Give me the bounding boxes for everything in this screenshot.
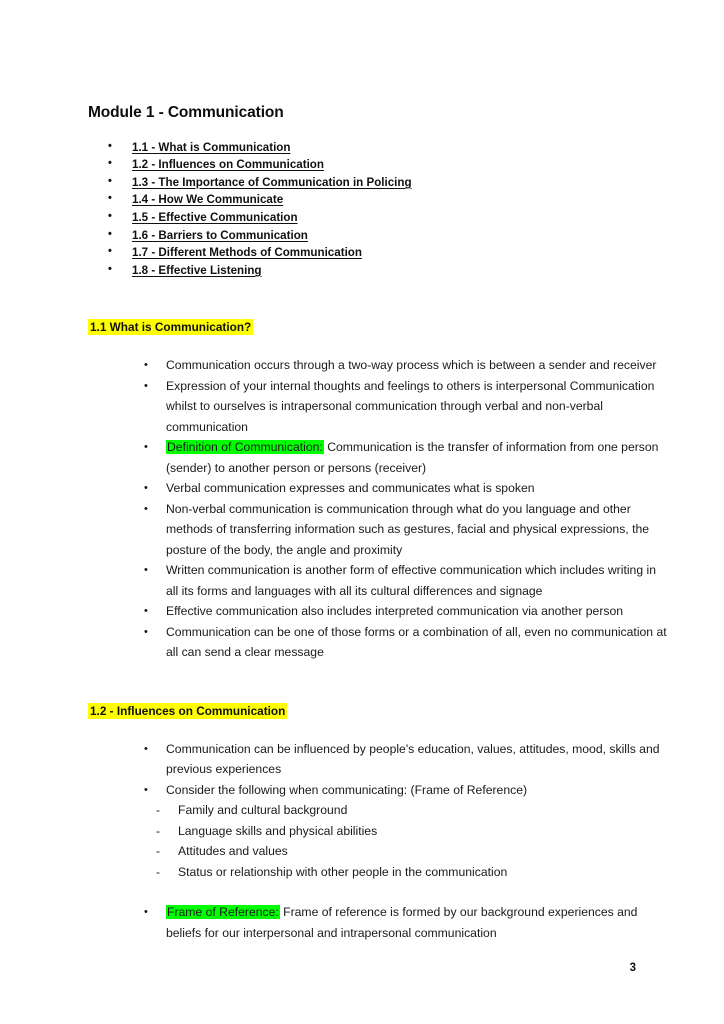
definition-term: Definition of Communication: [167, 440, 323, 455]
bullet-text: Verbal communication expresses and communicates what is spoken [166, 481, 535, 496]
bullet-text: Communication can be one of those forms or a combination of all, even no communication at all can send a clear message [166, 624, 667, 660]
toc-item-1-1[interactable] [88, 139, 668, 157]
toc-link-label[interactable]: 1.4 - How We Communicate [132, 193, 284, 207]
list-item [88, 601, 668, 622]
table-of-contents [88, 139, 668, 280]
list-item [88, 739, 668, 780]
bullet-text: Written communication is another form of effective communication which includes writing in all its forms and languages with all its cultural differences and signage [166, 563, 656, 598]
section-1-2-closing-list [88, 902, 668, 943]
toc-item-1-8[interactable] [88, 262, 668, 280]
list-item [88, 560, 668, 601]
bullet-text: Communication can be influenced by people's education, values, attitudes, mood, skills and previous experiences [166, 741, 660, 777]
spacer [88, 719, 668, 739]
section-1-2-bullet-list [88, 739, 668, 801]
section-heading-1-1 [88, 319, 668, 335]
toc-link-label[interactable]: 1.1 - What is Communication [132, 140, 291, 154]
spacer [88, 335, 668, 355]
page-title: Module 1 - Communication [88, 104, 284, 121]
list-item [88, 355, 668, 376]
sub-item-text: Language skills and physical abilities [178, 823, 378, 838]
page-content [88, 104, 668, 943]
toc-link-label[interactable]: 1.6 - Barriers to Communication [132, 228, 308, 242]
toc-item-1-4[interactable] [88, 191, 668, 209]
list-item [88, 376, 668, 438]
toc-link-label[interactable]: 1.8 - Effective Listening [132, 263, 262, 277]
definition-term: Frame of Reference: [167, 905, 279, 920]
spacer [88, 663, 668, 703]
toc-item-1-2[interactable] [88, 156, 668, 174]
sub-list-item [88, 862, 668, 883]
sub-item-text: Attitudes and values [178, 844, 288, 859]
bullet-text: Effective communication also includes interpreted communication via another person [166, 604, 624, 619]
list-item-definition [88, 437, 668, 478]
bullet-text: Consider the following when communicating: (Frame of Reference) [166, 782, 528, 797]
sub-list-item [88, 800, 668, 821]
spacer [88, 279, 668, 319]
toc-link-label[interactable]: 1.5 - Effective Communication [132, 210, 298, 224]
section-heading-1-2-label: 1.2 - Influences on Communication [90, 703, 286, 718]
page-number: 3 [629, 962, 636, 974]
list-item [88, 780, 668, 801]
list-item-definition [88, 902, 668, 943]
list-item [88, 499, 668, 561]
toc-link-label[interactable]: 1.3 - The Importance of Communication in Policing [132, 175, 412, 189]
sub-list-item [88, 841, 668, 862]
toc-item-1-7[interactable] [88, 244, 668, 262]
bullet-text: Frame of reference is formed by our background experiences and beliefs for our interpersonal and intrapersonal communication [166, 905, 638, 940]
section-heading-1-2 [88, 703, 668, 719]
section-heading-1-1-label: 1.1 What is Communication? [90, 320, 252, 335]
section-1-2-sub-list [88, 800, 668, 882]
toc-link-label[interactable]: 1.7 - Different Methods of Communication [132, 246, 362, 260]
sub-list-item [88, 821, 668, 842]
sub-item-text: Family and cultural background [178, 803, 348, 818]
bullet-text: Communication is the transfer of information from one person (sender) to another person or persons (receiver) [166, 440, 659, 475]
list-item [88, 478, 668, 499]
section-1-1-bullet-list [88, 355, 668, 663]
toc-link-label[interactable]: 1.2 - Influences on Communication [132, 158, 324, 172]
spacer [88, 882, 668, 902]
toc-item-1-5[interactable] [88, 209, 668, 227]
list-item [88, 622, 668, 663]
bullet-text: Non-verbal communication is communication through what do you language and other methods of transferring information such as gestures, facial and physical expressions, the posture of the body, the angle and proximity [166, 501, 650, 557]
toc-item-1-3[interactable] [88, 174, 668, 192]
bullet-text: Expression of your internal thoughts and feelings to others is interpersonal Communication whilst to ourselves is intrapersonal communication through verbal and non-verbal communication [166, 378, 655, 434]
sub-item-text: Status or relationship with other people in the communication [178, 864, 508, 879]
bullet-text: Communication occurs through a two-way process which is between a sender and receiver [166, 358, 657, 373]
toc-item-1-6[interactable] [88, 227, 668, 245]
